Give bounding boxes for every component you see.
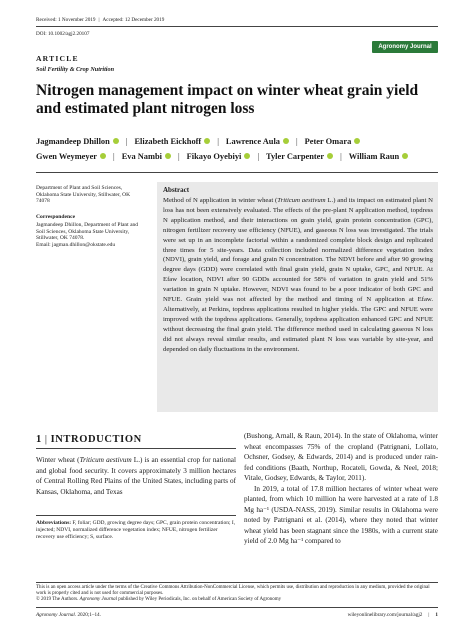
orcid-icon[interactable] — [165, 153, 171, 159]
intro-right-p2: In 2019, a total of 17.8 million hectares of winter wheat were planted, from which 10 million ha were harvested at a rate of 1.8 Mg ha⁻¹ (USDA-NASS, 2019). Similar results in Oklahoma were noted by Patrignani et al. (2014), where they noted that winter wheat yield has been stagnant since the 1980s, with a current state yield of 2.0 Mg ha⁻¹ compared to — [244, 484, 438, 545]
intro-rule — [36, 448, 236, 449]
abstract-species: Triticum aestivum — [277, 197, 326, 204]
author-name[interactable] — [226, 137, 289, 146]
author-separator: | — [257, 152, 260, 161]
paper-title: Nitrogen management impact on winter wheat grain yield and estimated plant nitrogen loss — [36, 82, 419, 117]
author-name-text: William Raun — [348, 152, 400, 161]
footer-journal: Agronomy Journal. — [36, 612, 77, 618]
abbreviations-label: Abbreviations: — [36, 520, 72, 526]
orcid-icon[interactable] — [244, 153, 250, 159]
article-type: ARTICLE — [36, 54, 79, 63]
author-separator: | — [125, 137, 128, 146]
author-name-text: Tyler Carpenter — [266, 152, 325, 161]
author-name-text: Lawrence Aula — [225, 137, 280, 146]
footer-rule — [36, 607, 438, 608]
author-name[interactable] — [187, 152, 251, 161]
abbreviations — [36, 520, 236, 541]
affiliation: Department of Plant and Soil Sciences, Oklahoma State University, Stillwater, OK 74078 — [36, 185, 131, 205]
author-name[interactable] — [122, 152, 171, 161]
received-accepted-dates — [36, 17, 164, 23]
orcid-icon[interactable] — [402, 153, 408, 159]
intro-left-column — [36, 455, 236, 497]
abbreviations-text: F, foliar; GDD, growing degree days; GPC, grain protein concentration; I, injected; NDVI, normalized difference vegetation index; NFUE, nitrogen fertilizer recovery use efficiency; S, surface. — [36, 520, 236, 540]
intro-species: Triticum aestivum — [79, 456, 132, 464]
abstract-part-2: L.) and its impact on estimated plant N loss has not been extensively evaluated. The effects of the pre-plant N application method, topdress N application method, and their interactions on grain yield, grain protein concentration (GPC), nitrogen fertilizer recovery use efficiency (NFUE), and gaseous N loss was investigated. The trials were set up in an incomplete factorial within a randomized complete block design and replicated three times for 5 site-years. Data collection included normalized difference vegetation index (NDVI), grain yield, and forage and grain N concentration. The NDVI before and after 90 growing degree days (GDD) were correlated with final grain yield, grain N uptake, GPC, and NFUE. At Efaw location, NDVI after 90 GDDs accounted for 58% of variation in grain yield and 51% variation in grain N uptake. However, NDVI was found to be a poor indicator of both GPC and NFUE. Grain yield was not affected by the method and timing of N application at Efaw. Alternatively, at Perkins, topdress applications resulted in higher yields. The GPC and NFUE were improved with the topdress applications. Generally, topdress application enhanced GPC and NFUE without decreasing the final grain yield. The difference method used in calculating gaseous N loss did not always reveal similar results, and estimated plant N loss was variable by site-year, and depended on daily fluctuations in the environment. — [163, 197, 433, 353]
author-separator: | — [177, 152, 180, 161]
orcid-icon[interactable] — [354, 138, 360, 144]
orcid-icon[interactable] — [100, 153, 106, 159]
license-notice — [36, 585, 438, 603]
correspondence-email[interactable]: Email: jagman.dhillon@okstate.edu — [36, 241, 116, 248]
author-name[interactable] — [36, 152, 106, 161]
abstract-text — [163, 196, 433, 355]
author-name-text: Eva Nambi — [121, 152, 162, 161]
author-name[interactable] — [266, 152, 333, 161]
received-date: Received: 1 November 2019 — [36, 17, 96, 23]
section-label: Soil Fertility & Crop Nutrition — [36, 66, 115, 73]
orcid-icon[interactable] — [283, 138, 289, 144]
section-number: 1 — [36, 434, 42, 445]
license-line-2 — [36, 597, 438, 603]
section-title: INTRODUCTION — [50, 434, 142, 445]
author-name-text: Elizabeth Eickhoff — [134, 137, 202, 146]
author-name-text: Gwen Weymeyer — [36, 152, 98, 161]
orcid-icon[interactable] — [204, 138, 210, 144]
footer-separator: | — [428, 612, 430, 618]
footer-url[interactable]: wileyonlinelibrary.com/journal/agj2 — [347, 612, 423, 618]
footer-right — [348, 612, 438, 618]
copyright-b: published by Wiley Periodicals, Inc. on behalf of American Society of Agronomy — [117, 597, 282, 603]
author-name-text: Peter Omara — [304, 137, 352, 146]
abstract-part-1: Method of N application in winter wheat ( — [163, 197, 278, 204]
author-name[interactable] — [134, 137, 210, 146]
correspondence-text: Jagmandeep Dhillon, Department of Plant and Soil Sciences, Oklahoma State University, Stillwater, OK 74078. — [36, 222, 139, 242]
author-name[interactable] — [305, 137, 361, 146]
author-name[interactable] — [349, 152, 408, 161]
page-footer — [36, 612, 438, 618]
doi[interactable]: DOI: 10.1002/agj2.20107 — [36, 31, 90, 37]
copyright-journal: Agronomy Journal — [79, 597, 118, 603]
heading-separator: | — [44, 434, 48, 445]
page-number: 1 — [435, 612, 438, 618]
abstract-heading: Abstract — [163, 186, 190, 194]
intro-right-p1: (Bushong, Arnall, & Raun, 2014). In the state of Oklahoma, winter wheat encompasses 75% of the cropland (Patrignani, Lollato, Ochsner, Godsey, & Edwards, 2014) and is produced under rain-fed conditions (Baath, Northup, Rocateli, Gowda, & Neel, 2018; Vitale, Godsey, Edwards, & Taylor, 2011). — [244, 432, 438, 482]
author-separator: | — [295, 137, 298, 146]
section-heading-introduction — [36, 434, 142, 445]
footer-cite-rest: 2020;1–14. — [76, 612, 101, 618]
author-separator: | — [340, 152, 342, 161]
abbreviations-rule — [36, 515, 236, 516]
journal-badge: Agronomy Journal — [372, 41, 438, 53]
author-name-text: Fikayo Oyebiyi — [186, 152, 242, 161]
license-line-1: This is an open access article under the terms of the Creative Commons Attribution-NonCommercial License, which permits use, distribution and reproduction in any medium, provided the original work is properly cited and is not used for commercial purposes. — [36, 585, 430, 597]
license-rule — [36, 582, 438, 583]
author-list-line-2 — [36, 152, 408, 161]
intro-right-column — [244, 431, 438, 547]
orcid-icon[interactable] — [327, 153, 333, 159]
author-name-text: Jagmandeep Dhillon — [36, 137, 110, 146]
author-separator: | — [113, 152, 115, 161]
header-rule — [36, 26, 438, 27]
author-separator: | — [217, 137, 219, 146]
correspondence — [36, 222, 148, 248]
intro-left-b: L.) is an essential crop for national and global food security. It covers approximately 3 million hectares of Central Rolling Red Plains of the United States, including parts of Kansas, Oklahoma, and Texas — [36, 456, 236, 496]
intro-left-a: Winter wheat ( — [36, 456, 80, 464]
correspondence-heading: Correspondence — [36, 214, 76, 220]
footer-citation — [36, 612, 101, 618]
copyright-a: © 2019 The Authors. — [36, 597, 80, 603]
orcid-icon[interactable] — [113, 138, 119, 144]
date-separator: | — [98, 17, 100, 23]
author-list-line-1 — [36, 137, 360, 146]
author-divider — [36, 172, 438, 173]
author-name[interactable] — [36, 137, 119, 146]
accepted-date: Accepted: 12 December 2019 — [102, 17, 165, 23]
